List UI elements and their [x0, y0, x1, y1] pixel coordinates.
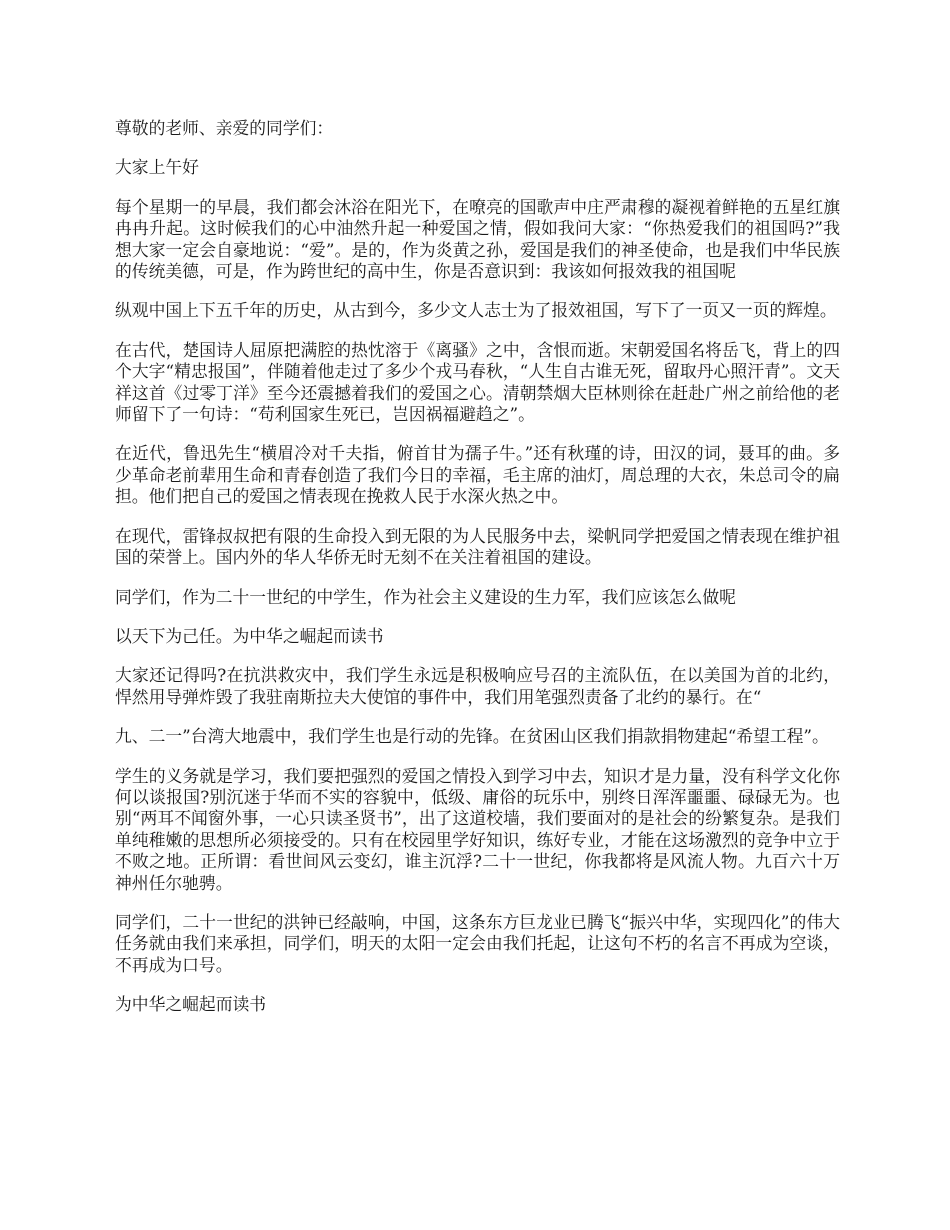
paragraph-flag-raising: 每个星期一的早晨，我们都会沐浴在阳光下，在嘹亮的国歌声中庄严肃穆的凝视着鲜艳的五星红旗冉冉升起。这时候我们的心中油然升起一种爱国之情，假如我问大家：“你热爱我们的祖国吗?”我想大家一定会自豪地说：“爱”。是的，作为炎黄之孙，爱国是我们的神圣使命，也是我们中华民族的传统美德，可是，作为跨世纪的高中生，你是否意识到：我该如何报效我的祖国呢 — [115, 196, 840, 282]
paragraph-study: 学生的义务就是学习，我们要把强烈的爱国之情投入到学习中去，知识才是力量，没有科学文化你何以谈报国?别沉迷于华而不实的容貌中，低级、庸俗的玩乐中，别终日浑浑噩噩、碌碌无为。也别“两耳不闻窗外事，一心只读圣贤书”，出了这道校墙，我们要面对的是社会的纷繁复杂。是我们单纯稚嫩的思想所必须接受的。只有在校园里学好知识，练好专业，才能在这场激烈的竞争中立于不败之地。正所谓：看世间风云变幻，谁主沉浮?二十一世纪，你我都将是风流人物。九百六十万神州任尔驰骋。 — [115, 765, 840, 893]
paragraph-modern-era: 在近代，鲁迅先生“横眉冷对千夫指，俯首甘为孺子牛。”还有秋瑾的诗，田汉的词，聂耳的曲。多少革命老前辈用生命和青春创造了我们今日的幸福，毛主席的油灯，周总理的大衣，朱总司令的扁担。他们把自己的爱国之情表现在挽救人民于水深火热之中。 — [115, 443, 840, 507]
salutation: 尊敬的老师、亲爱的同学们： — [115, 118, 334, 138]
paragraph-question: 同学们，作为二十一世纪的中学生，作为社会主义建设的生力军，我们应该怎么做呢 — [115, 586, 736, 607]
paragraph-history: 纵观中国上下五千年的历史，从古到今，多少文人志士为了报效祖国，写下了一页又一页的辉煌。 — [115, 300, 837, 321]
paragraph-ancient: 在古代，楚国诗人屈原把满腔的热忱溶于《离骚》之中，含恨而逝。宋朝爱国名将岳飞，背上的四个大字“精忠报国”，伴随着他走过了多少个戎马春秋，“人生自古谁无死，留取丹心照汗青”。文天祥这首《过零丁洋》至今还震撼着我们的爱国之心。清朝禁烟大臣林则徐在赶赴广州之前给他的老师留下了一句诗：“苟利国家生死已，岂因祸福避趋之”。 — [115, 339, 840, 425]
document-body — [115, 118, 840, 1034]
paragraph-earthquake: 九、二一”台湾大地震中，我们学生也是行动的先锋。在贫困山区我们捐款捐物建起“希望工程”。 — [115, 726, 829, 747]
paragraph-remember: 大家还记得吗?在抗洪救灾中，我们学生永远是积极响应号召的主流队伍，在以美国为首的北约，悍然用导弹炸毁了我驻南斯拉夫大使馆的事件中，我们用笔强烈责备了北约的暴行。在“ — [115, 665, 840, 707]
paragraph-motto: 以天下为己任。为中华之崛起而读书 — [115, 625, 384, 646]
greeting: 大家上午好 — [115, 157, 199, 178]
paragraph-future: 同学们，二十一世纪的洪钟已经敲响，中国，这条东方巨龙业已腾飞“振兴中华，实现四化”的伟大任务就由我们来承担，同学们，明天的太阳一定会由我们托起，让这句不朽的名言不再成为空谈，不再成为口号。 — [115, 911, 840, 975]
closing-line: 为中华之崛起而读书 — [115, 994, 267, 1015]
paragraph-contemporary: 在现代，雷锋叔叔把有限的生命投入到无限的为人民服务中去，梁帆同学把爱国之情表现在维护祖国的荣誉上。国内外的华人华侨无时无刻不在关注着祖国的建设。 — [115, 525, 840, 568]
